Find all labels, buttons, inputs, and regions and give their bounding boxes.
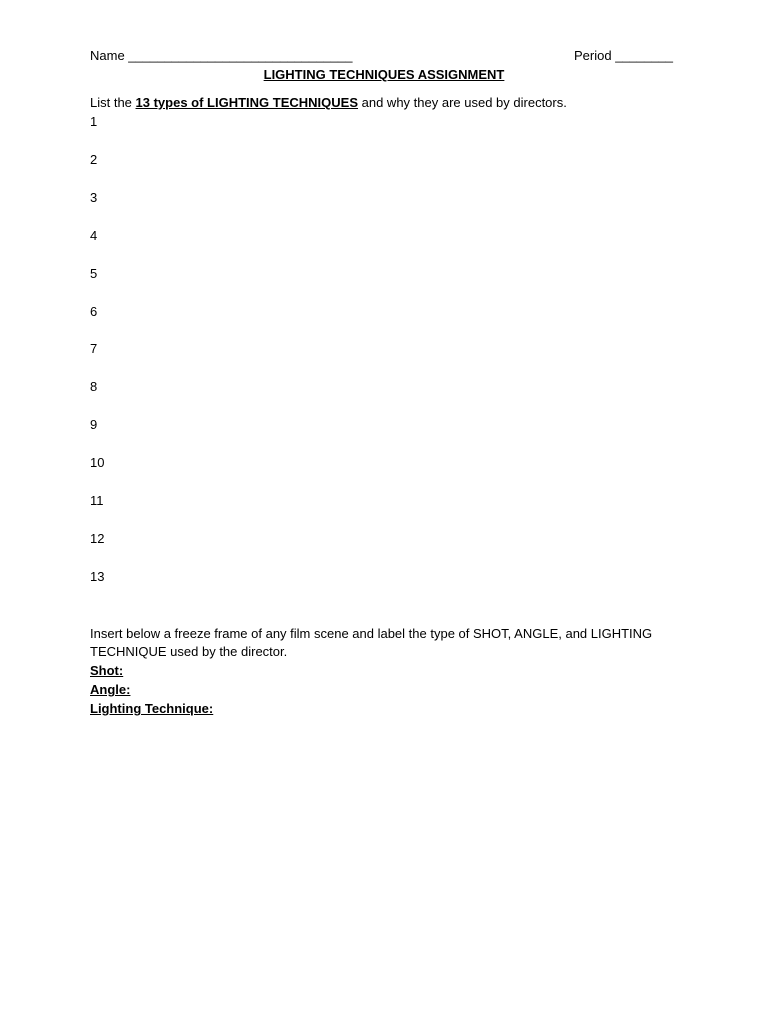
period-field-label: Period ________ [574,48,674,63]
angle-label: Angle: [90,682,131,697]
list-number: 12 [90,531,105,546]
list-number: 9 [90,417,98,432]
list-number: 3 [90,190,98,205]
list-number: 10 [90,455,105,470]
freeze-frame-instruction-line-2: TECHNIQUE used by the director. [90,644,288,659]
list-number: 8 [90,379,98,394]
instruction-prefix: List the [90,95,136,110]
list-number: 2 [90,152,98,167]
list-number: 1 [90,114,98,129]
document-title: LIGHTING TECHNIQUES ASSIGNMENT [263,67,505,82]
list-number: 11 [90,493,104,508]
list-number: 5 [90,266,98,281]
shot-label: Shot: [90,663,124,678]
list-number: 6 [90,304,98,319]
name-field-label: Name _______________________________ [90,48,353,63]
lighting-technique-label: Lighting Technique: [90,701,214,716]
instruction-emphasis: 13 types of LIGHTING TECHNIQUES [135,95,359,110]
list-number: 13 [90,569,105,584]
freeze-frame-instruction-line-1: Insert below a freeze frame of any film scene and label the type of SHOT, ANGLE, and LIGHTING [90,626,653,641]
instruction-text [90,95,567,111]
list-number: 4 [90,228,98,243]
list-number: 7 [90,341,98,356]
instruction-suffix: and why they are used by directors. [358,95,567,110]
